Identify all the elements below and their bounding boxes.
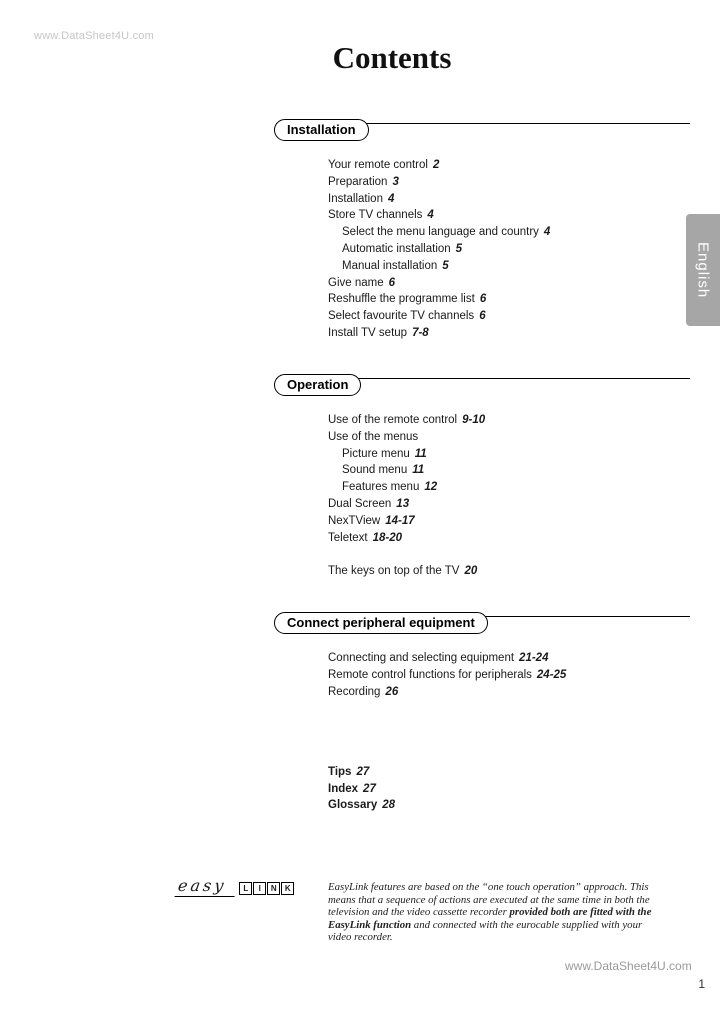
easylink-logo-boxes — [239, 882, 294, 895]
section-title: Connect peripheral equipment — [274, 612, 488, 634]
toc-item-label: Select favourite TV channels — [328, 310, 475, 323]
toc-item-label: Sound menu — [342, 464, 408, 477]
toc-item — [328, 530, 690, 547]
easylink-description — [328, 881, 654, 944]
toc-item-label: NexTView — [328, 514, 381, 527]
toc-item — [328, 797, 395, 814]
toc-item — [328, 224, 690, 241]
toc-item-label: Connecting and selecting equipment — [328, 652, 515, 664]
toc-item — [328, 513, 690, 530]
toc-item-pages: 27 — [363, 782, 376, 795]
toc-item — [328, 446, 690, 463]
toc-item-pages: 13 — [396, 497, 410, 510]
section-title: Installation — [274, 119, 369, 141]
toc-item — [328, 157, 690, 174]
language-tab: English — [686, 214, 720, 326]
toc-item-label: Give name — [328, 276, 384, 289]
toc-item-label: Remote control functions for peripherals — [328, 668, 532, 681]
toc-item-label: Use of the menus — [328, 430, 419, 443]
toc-item-pages: 6 — [388, 276, 396, 289]
toc-item — [328, 412, 690, 429]
toc-item-pages: 4 — [427, 209, 434, 222]
section-items — [274, 412, 690, 580]
toc-item-label: Automatic installation — [342, 242, 451, 255]
toc-item-label: Use of the remote control — [328, 414, 458, 426]
toc-item-pages: 11 — [412, 464, 425, 477]
page-number: 1 — [698, 977, 705, 991]
toc-item — [328, 291, 690, 308]
easylink-text-part2: and connected with the eurocable supplied with your video recorder. — [328, 918, 643, 943]
toc-item — [328, 191, 690, 208]
toc-item — [328, 479, 690, 496]
toc-item-label: Picture menu — [342, 447, 410, 460]
easylink-logo-box: N — [267, 882, 280, 895]
toc-item — [328, 764, 395, 781]
toc-item-label: Dual Screen — [328, 497, 392, 510]
easylink-logo-script: easy — [175, 876, 238, 897]
easylink-logo — [176, 876, 306, 897]
section-header-rule — [274, 374, 690, 397]
toc-item — [328, 781, 395, 798]
toc-item — [328, 563, 690, 580]
easylink-text-part1: EasyLink features are based on the “one touch operation” approach. This means that a sequence of actions are executed at the same time in both the television and the video cassette recorder — [328, 881, 650, 918]
toc-item-label: Reshuffle the programme list — [328, 293, 475, 306]
toc-item-label: Manual installation — [342, 259, 438, 272]
toc-item-pages: 3 — [392, 175, 399, 188]
toc-item — [328, 174, 690, 191]
toc-item-pages: 18-20 — [372, 531, 403, 544]
toc-item-pages: 12 — [424, 481, 438, 494]
section-header-rule — [274, 612, 690, 635]
toc-item-pages: 2 — [432, 159, 440, 171]
toc-item — [328, 258, 690, 275]
toc-item-label: Teletext — [328, 531, 368, 544]
toc-item — [328, 684, 690, 701]
toc-item-pages: 21-24 — [519, 652, 549, 664]
easylink-logo-box: I — [253, 882, 266, 895]
toc-item-label: Preparation — [328, 175, 388, 188]
toc-item-pages: 5 — [442, 259, 449, 272]
toc-item — [328, 207, 690, 224]
footer-links — [328, 764, 395, 814]
toc-item-pages: 4 — [387, 192, 395, 205]
toc-item — [328, 325, 690, 342]
section-connect-peripheral-equipment — [274, 612, 690, 700]
toc-item-label: Index — [328, 782, 359, 795]
watermark-bottom: www.DataSheet4U.com — [565, 959, 692, 973]
toc-item — [328, 496, 690, 513]
toc-item-label: Install TV setup — [328, 326, 408, 339]
toc-item-pages: 11 — [414, 447, 427, 460]
toc-item-pages: 24-25 — [536, 668, 567, 681]
section-items — [274, 650, 690, 700]
page-title: Contents — [332, 40, 452, 75]
easylink-text-bold: provided both are fitted with the EasyLink function — [328, 906, 652, 931]
toc-item-label: Your remote control — [328, 159, 428, 171]
toc-item — [328, 241, 690, 258]
toc-item — [328, 667, 690, 684]
toc-item-pages: 7-8 — [412, 326, 429, 339]
toc-item-pages: 27 — [356, 766, 370, 778]
toc-item-label: Tips — [328, 766, 352, 778]
toc-item-label: Features menu — [342, 481, 420, 494]
toc-item-pages: 20 — [464, 565, 478, 578]
toc-item-pages: 14-17 — [385, 514, 415, 527]
section-items — [274, 157, 690, 342]
toc-item-label: Installation — [328, 192, 383, 205]
toc-item-label: The keys on top of the TV — [328, 565, 460, 578]
toc-item-pages: 28 — [382, 799, 396, 812]
toc-item-label: Store TV channels — [328, 209, 423, 222]
toc-item-pages: 6 — [479, 310, 486, 323]
toc-item — [328, 275, 690, 292]
toc-item-label: Select the menu language and country — [342, 226, 539, 239]
section-installation — [274, 119, 690, 342]
toc-item-pages: 26 — [385, 685, 399, 698]
section-header-rule — [274, 119, 690, 142]
easylink-logo-box: L — [239, 882, 252, 895]
toc-item-label: Glossary — [328, 799, 378, 812]
toc-item — [328, 462, 690, 479]
toc-item-pages: 5 — [455, 242, 463, 255]
section-title: Operation — [274, 374, 361, 396]
toc-item — [328, 429, 690, 446]
watermark-top: www.DataSheet4U.com — [34, 30, 154, 42]
easylink-logo-box: K — [281, 882, 294, 895]
toc-item-pages: 9-10 — [462, 414, 486, 426]
toc-item-pages: 4 — [543, 226, 551, 239]
toc-item-pages: 6 — [479, 293, 487, 306]
toc-item-label: Recording — [328, 685, 381, 698]
toc-item — [328, 308, 690, 325]
toc-item — [328, 650, 690, 667]
section-operation — [274, 374, 690, 580]
